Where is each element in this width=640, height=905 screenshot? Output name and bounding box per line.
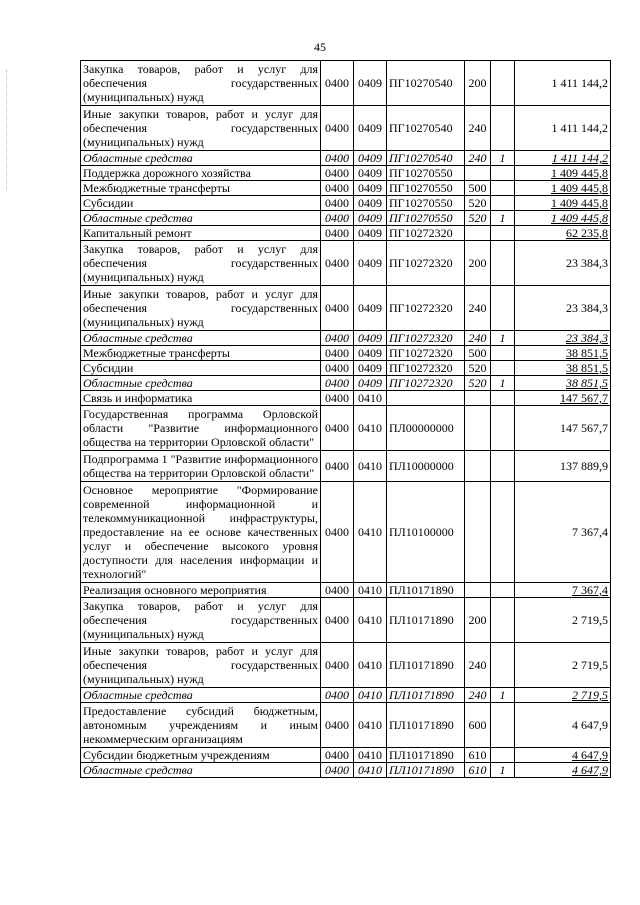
funding-source-code bbox=[491, 166, 515, 181]
expense-type-code: 240 bbox=[465, 331, 491, 346]
amount: 38 851,5 bbox=[515, 346, 611, 361]
funding-source-code bbox=[491, 598, 515, 643]
table-row bbox=[81, 451, 611, 482]
section-code: 0400 bbox=[321, 226, 354, 241]
target-article-code bbox=[387, 391, 465, 406]
table-row bbox=[81, 376, 611, 391]
row-name: Областные средства bbox=[81, 151, 321, 166]
row-name: Областные средства bbox=[81, 688, 321, 703]
table-row bbox=[81, 181, 611, 196]
table-row bbox=[81, 106, 611, 151]
subsection-code: 0410 bbox=[354, 451, 387, 482]
section-code: 0400 bbox=[321, 703, 354, 748]
amount: 23 384,3 bbox=[515, 241, 611, 286]
subsection-code: 0409 bbox=[354, 286, 387, 331]
row-name: Субсидии bbox=[81, 196, 321, 211]
amount: 4 647,9 bbox=[515, 703, 611, 748]
subsection-code: 0410 bbox=[354, 583, 387, 598]
table-row bbox=[81, 688, 611, 703]
table-row bbox=[81, 61, 611, 106]
row-name: Межбюджетные трансферты bbox=[81, 181, 321, 196]
amount: 7 367,4 bbox=[515, 583, 611, 598]
amount: 4 647,9 bbox=[515, 748, 611, 763]
table-row bbox=[81, 583, 611, 598]
amount: 1 409 445,8 bbox=[515, 211, 611, 226]
table-row bbox=[81, 211, 611, 226]
amount: 137 889,9 bbox=[515, 451, 611, 482]
section-code: 0400 bbox=[321, 61, 354, 106]
table-row bbox=[81, 391, 611, 406]
table-row bbox=[81, 166, 611, 181]
section-code: 0400 bbox=[321, 748, 354, 763]
target-article-code: ПГ10272320 bbox=[387, 361, 465, 376]
row-name: Областные средства bbox=[81, 763, 321, 778]
subsection-code: 0409 bbox=[354, 211, 387, 226]
table-row bbox=[81, 406, 611, 451]
section-code: 0400 bbox=[321, 583, 354, 598]
funding-source-code: 1 bbox=[491, 376, 515, 391]
expense-type-code: 240 bbox=[465, 106, 491, 151]
table-row bbox=[81, 763, 611, 778]
expense-type-code bbox=[465, 451, 491, 482]
table-row bbox=[81, 748, 611, 763]
subsection-code: 0409 bbox=[354, 241, 387, 286]
table-row bbox=[81, 643, 611, 688]
expense-type-code: 200 bbox=[465, 598, 491, 643]
row-name: Государственная программа Орловской области "Развитие информационного общества на территории Орловской области" bbox=[81, 406, 321, 451]
expense-type-code: 600 bbox=[465, 703, 491, 748]
funding-source-code bbox=[491, 643, 515, 688]
funding-source-code bbox=[491, 196, 515, 211]
row-name: Межбюджетные трансферты bbox=[81, 346, 321, 361]
target-article-code: ПГ10270550 bbox=[387, 166, 465, 181]
section-code: 0400 bbox=[321, 196, 354, 211]
funding-source-code bbox=[491, 703, 515, 748]
row-name: Реализация основного мероприятия bbox=[81, 583, 321, 598]
target-article-code: ПГ10272320 bbox=[387, 226, 465, 241]
expense-type-code: 240 bbox=[465, 286, 491, 331]
subsection-code: 0410 bbox=[354, 406, 387, 451]
subsection-code: 0409 bbox=[354, 331, 387, 346]
target-article-code: ПГ10270550 bbox=[387, 181, 465, 196]
row-name: Закупка товаров, работ и услуг для обеспечения государственных (муниципальных) нужд bbox=[81, 241, 321, 286]
amount: 147 567,7 bbox=[515, 391, 611, 406]
section-code: 0400 bbox=[321, 286, 354, 331]
subsection-code: 0410 bbox=[354, 763, 387, 778]
funding-source-code bbox=[491, 451, 515, 482]
expense-type-code: 200 bbox=[465, 241, 491, 286]
subsection-code: 0409 bbox=[354, 181, 387, 196]
section-code: 0400 bbox=[321, 346, 354, 361]
target-article-code: ПГ10272320 bbox=[387, 376, 465, 391]
subsection-code: 0409 bbox=[354, 166, 387, 181]
expense-type-code: 500 bbox=[465, 181, 491, 196]
target-article-code: ПГ10272320 bbox=[387, 241, 465, 286]
section-code: 0400 bbox=[321, 166, 354, 181]
funding-source-code bbox=[491, 748, 515, 763]
section-code: 0400 bbox=[321, 106, 354, 151]
expense-type-code bbox=[465, 391, 491, 406]
expense-type-code bbox=[465, 226, 491, 241]
amount: 23 384,3 bbox=[515, 331, 611, 346]
section-code: 0400 bbox=[321, 211, 354, 226]
row-name: Предоставление субсидий бюджетным, автономным учреждениям и иным некоммерческим организациям bbox=[81, 703, 321, 748]
subsection-code: 0409 bbox=[354, 376, 387, 391]
funding-source-code bbox=[491, 346, 515, 361]
row-name: Иные закупки товаров, работ и услуг для обеспечения государственных (муниципальных) нужд bbox=[81, 643, 321, 688]
subsection-code: 0409 bbox=[354, 226, 387, 241]
subsection-code: 0409 bbox=[354, 346, 387, 361]
target-article-code: ПЛ10171890 bbox=[387, 703, 465, 748]
expense-type-code: 520 bbox=[465, 211, 491, 226]
funding-source-code bbox=[491, 286, 515, 331]
target-article-code: ПГ10272320 bbox=[387, 331, 465, 346]
amount: 2 719,5 bbox=[515, 643, 611, 688]
target-article-code: ПГ10270540 bbox=[387, 151, 465, 166]
funding-source-code bbox=[491, 181, 515, 196]
section-code: 0400 bbox=[321, 361, 354, 376]
expense-type-code: 520 bbox=[465, 196, 491, 211]
target-article-code: ПЛ10100000 bbox=[387, 482, 465, 583]
expense-type-code bbox=[465, 583, 491, 598]
table-row bbox=[81, 286, 611, 331]
expense-type-code: 520 bbox=[465, 376, 491, 391]
funding-source-code bbox=[491, 583, 515, 598]
subsection-code: 0410 bbox=[354, 391, 387, 406]
target-article-code: ПЛ00000000 bbox=[387, 406, 465, 451]
amount: 2 719,5 bbox=[515, 688, 611, 703]
table-row bbox=[81, 346, 611, 361]
row-name: Подпрограмма 1 "Развитие информационного общества на территории Орловской области" bbox=[81, 451, 321, 482]
section-code: 0400 bbox=[321, 241, 354, 286]
expense-type-code: 610 bbox=[465, 748, 491, 763]
subsection-code: 0409 bbox=[354, 151, 387, 166]
amount: 23 384,3 bbox=[515, 286, 611, 331]
expense-type-code: 240 bbox=[465, 688, 491, 703]
margin-rule bbox=[6, 70, 7, 190]
page-number: 45 bbox=[314, 40, 326, 54]
subsection-code: 0410 bbox=[354, 748, 387, 763]
target-article-code: ПЛ10171890 bbox=[387, 643, 465, 688]
section-code: 0400 bbox=[321, 406, 354, 451]
table-row bbox=[81, 241, 611, 286]
subsection-code: 0410 bbox=[354, 643, 387, 688]
table-row bbox=[81, 226, 611, 241]
section-code: 0400 bbox=[321, 331, 354, 346]
subsection-code: 0409 bbox=[354, 196, 387, 211]
budget-table bbox=[80, 60, 611, 778]
section-code: 0400 bbox=[321, 181, 354, 196]
section-code: 0400 bbox=[321, 598, 354, 643]
expense-type-code: 240 bbox=[465, 643, 491, 688]
funding-source-code bbox=[491, 61, 515, 106]
amount: 2 719,5 bbox=[515, 598, 611, 643]
amount: 38 851,5 bbox=[515, 361, 611, 376]
target-article-code: ПЛ10000000 bbox=[387, 451, 465, 482]
target-article-code: ПГ10270550 bbox=[387, 196, 465, 211]
table-row bbox=[81, 703, 611, 748]
target-article-code: ПЛ10171890 bbox=[387, 688, 465, 703]
subsection-code: 0410 bbox=[354, 482, 387, 583]
target-article-code: ПГ10270550 bbox=[387, 211, 465, 226]
amount: 147 567,7 bbox=[515, 406, 611, 451]
target-article-code: ПГ10270540 bbox=[387, 61, 465, 106]
row-name: Закупка товаров, работ и услуг для обеспечения государственных (муниципальных) нужд bbox=[81, 61, 321, 106]
row-name: Областные средства bbox=[81, 376, 321, 391]
amount: 1 411 144,2 bbox=[515, 151, 611, 166]
target-article-code: ПЛ10171890 bbox=[387, 598, 465, 643]
section-code: 0400 bbox=[321, 688, 354, 703]
table-row bbox=[81, 151, 611, 166]
table-row bbox=[81, 361, 611, 376]
subsection-code: 0409 bbox=[354, 361, 387, 376]
funding-source-code bbox=[491, 406, 515, 451]
funding-source-code bbox=[491, 241, 515, 286]
subsection-code: 0410 bbox=[354, 688, 387, 703]
subsection-code: 0409 bbox=[354, 61, 387, 106]
funding-source-code bbox=[491, 391, 515, 406]
amount: 38 851,5 bbox=[515, 376, 611, 391]
funding-source-code bbox=[491, 361, 515, 376]
target-article-code: ПЛ10171890 bbox=[387, 583, 465, 598]
row-name: Основное мероприятие "Формирование современной информационной и телекоммуникационной инфраструктуры, предоставление на ее основе качественных услуг и обеспечение высокого уровня доступности для населения информации и технологий" bbox=[81, 482, 321, 583]
section-code: 0400 bbox=[321, 763, 354, 778]
funding-source-code: 1 bbox=[491, 688, 515, 703]
subsection-code: 0409 bbox=[354, 106, 387, 151]
section-code: 0400 bbox=[321, 151, 354, 166]
expense-type-code bbox=[465, 166, 491, 181]
row-name: Областные средства bbox=[81, 331, 321, 346]
section-code: 0400 bbox=[321, 376, 354, 391]
row-name: Областные средства bbox=[81, 211, 321, 226]
funding-source-code: 1 bbox=[491, 331, 515, 346]
funding-source-code bbox=[491, 106, 515, 151]
amount: 62 235,8 bbox=[515, 226, 611, 241]
amount: 1 411 144,2 bbox=[515, 106, 611, 151]
funding-source-code: 1 bbox=[491, 151, 515, 166]
row-name: Капитальный ремонт bbox=[81, 226, 321, 241]
target-article-code: ПГ10270540 bbox=[387, 106, 465, 151]
expense-type-code: 520 bbox=[465, 361, 491, 376]
funding-source-code bbox=[491, 226, 515, 241]
expense-type-code bbox=[465, 482, 491, 583]
target-article-code: ПГ10272320 bbox=[387, 346, 465, 361]
expense-type-code bbox=[465, 406, 491, 451]
row-name: Поддержка дорожного хозяйства bbox=[81, 166, 321, 181]
section-code: 0400 bbox=[321, 482, 354, 583]
section-code: 0400 bbox=[321, 391, 354, 406]
expense-type-code: 240 bbox=[465, 151, 491, 166]
funding-source-code: 1 bbox=[491, 763, 515, 778]
funding-source-code: 1 bbox=[491, 211, 515, 226]
target-article-code: ПЛ10171890 bbox=[387, 763, 465, 778]
row-name: Связь и информатика bbox=[81, 391, 321, 406]
amount: 7 367,4 bbox=[515, 482, 611, 583]
subsection-code: 0410 bbox=[354, 598, 387, 643]
amount: 1 409 445,8 bbox=[515, 196, 611, 211]
expense-type-code: 610 bbox=[465, 763, 491, 778]
row-name: Субсидии бюджетным учреждениям bbox=[81, 748, 321, 763]
target-article-code: ПЛ10171890 bbox=[387, 748, 465, 763]
row-name: Субсидии bbox=[81, 361, 321, 376]
target-article-code: ПГ10272320 bbox=[387, 286, 465, 331]
amount: 1 411 144,2 bbox=[515, 61, 611, 106]
amount: 4 647,9 bbox=[515, 763, 611, 778]
amount: 1 409 445,8 bbox=[515, 181, 611, 196]
row-name: Закупка товаров, работ и услуг для обеспечения государственных (муниципальных) нужд bbox=[81, 598, 321, 643]
row-name: Иные закупки товаров, работ и услуг для обеспечения государственных (муниципальных) нужд bbox=[81, 106, 321, 151]
row-name: Иные закупки товаров, работ и услуг для обеспечения государственных (муниципальных) нужд bbox=[81, 286, 321, 331]
table-row bbox=[81, 482, 611, 583]
expense-type-code: 500 bbox=[465, 346, 491, 361]
expense-type-code: 200 bbox=[465, 61, 491, 106]
table-row bbox=[81, 196, 611, 211]
funding-source-code bbox=[491, 482, 515, 583]
section-code: 0400 bbox=[321, 643, 354, 688]
table-row bbox=[81, 331, 611, 346]
table-row bbox=[81, 598, 611, 643]
section-code: 0400 bbox=[321, 451, 354, 482]
subsection-code: 0410 bbox=[354, 703, 387, 748]
amount: 1 409 445,8 bbox=[515, 166, 611, 181]
